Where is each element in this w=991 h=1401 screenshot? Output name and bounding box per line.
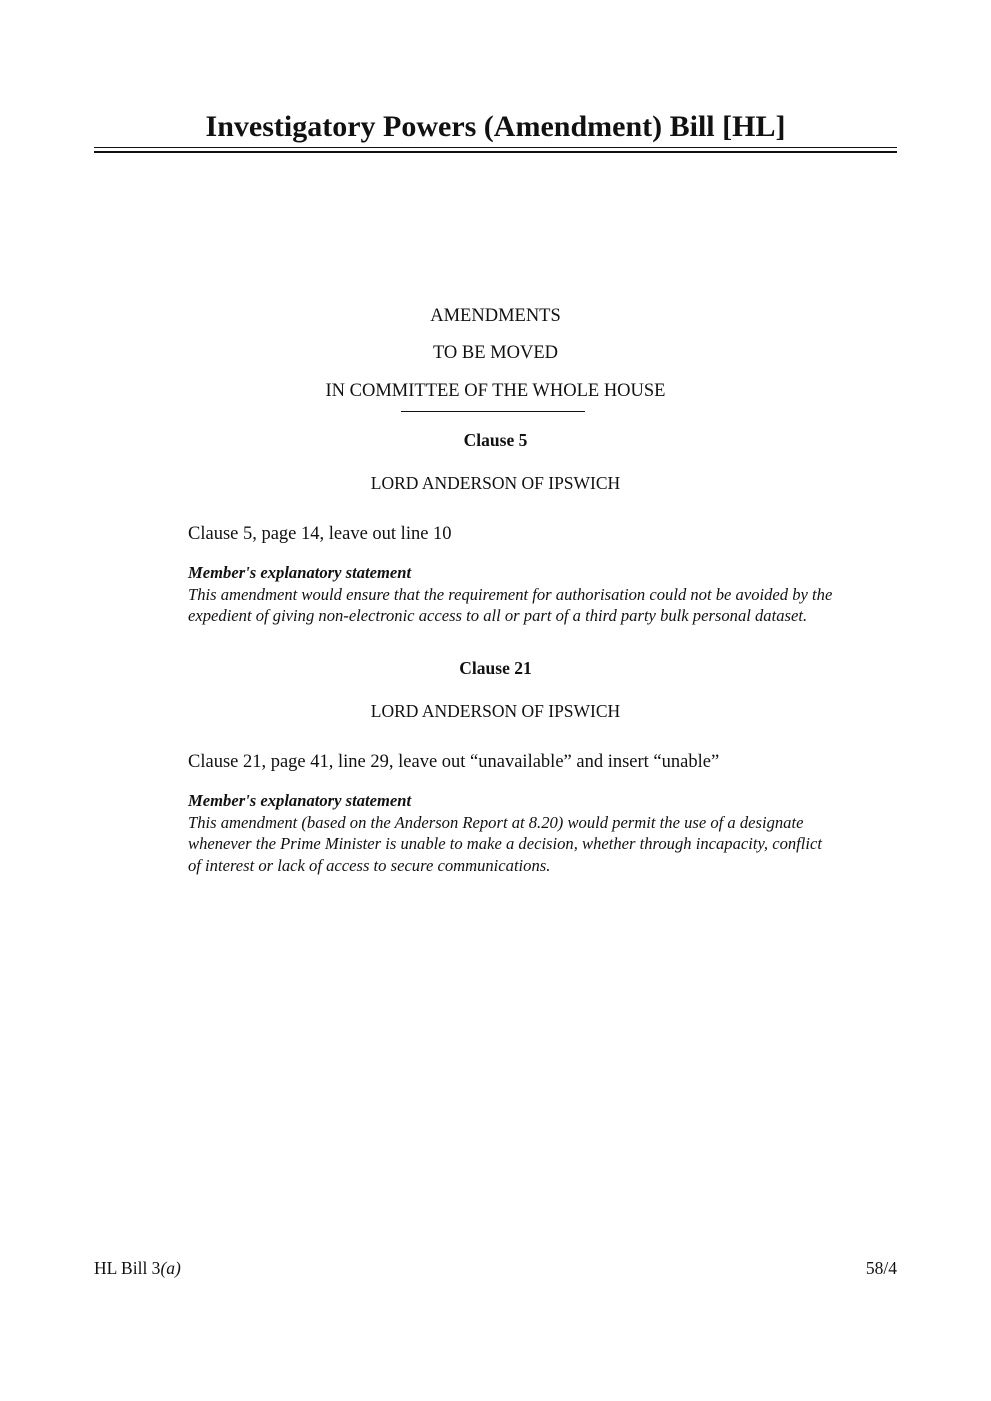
page-reference: 58/4 [865, 1258, 897, 1278]
heading-amendments: AMENDMENTS [430, 306, 561, 326]
amendment-text: Clause 5, page 14, leave out line 10 [188, 524, 452, 544]
statement-line: This amendment would ensure that the requirement for authorisation could not be avoided by the [188, 584, 833, 604]
document-title: Investigatory Powers (Amendment) Bill [HL] [205, 110, 786, 143]
statement-heading: Member's explanatory statement [188, 563, 412, 582]
member-name: LORD ANDERSON OF IPSWICH [370, 473, 621, 493]
member-name: LORD ANDERSON OF IPSWICH [370, 701, 621, 721]
bill-ref-prefix: HL Bill 3 [94, 1258, 161, 1278]
title-rule-thick [94, 151, 897, 153]
title-rule-thin [94, 147, 897, 148]
clause-heading: Clause 21 [459, 658, 532, 678]
heading-divider [401, 411, 585, 412]
bill-ref-suffix: (a) [160, 1258, 181, 1278]
heading-to-be-moved: TO BE MOVED [432, 343, 559, 363]
bill-reference [94, 1257, 181, 1279]
statement-line: whenever the Prime Minister is unable to make a decision, whether through incapacity, conflict [188, 834, 822, 853]
clause-heading: Clause 5 [463, 430, 528, 450]
explanatory-statement [188, 790, 900, 876]
heading-committee: IN COMMITTEE OF THE WHOLE HOUSE [325, 381, 666, 401]
statement-line: This amendment (based on the Anderson Report at 8.20) would permit the use of a designate [188, 812, 804, 832]
amendment-text: Clause 21, page 41, line 29, leave out “unavailable” and insert “unable” [188, 752, 720, 772]
explanatory-statement [188, 562, 900, 627]
statement-heading: Member's explanatory statement [188, 791, 412, 810]
statement-line: of interest or lack of access to secure communications. [188, 855, 551, 875]
statement-line: expedient of giving non-electronic access to all or part of a third party bulk personal dataset. [188, 606, 808, 625]
